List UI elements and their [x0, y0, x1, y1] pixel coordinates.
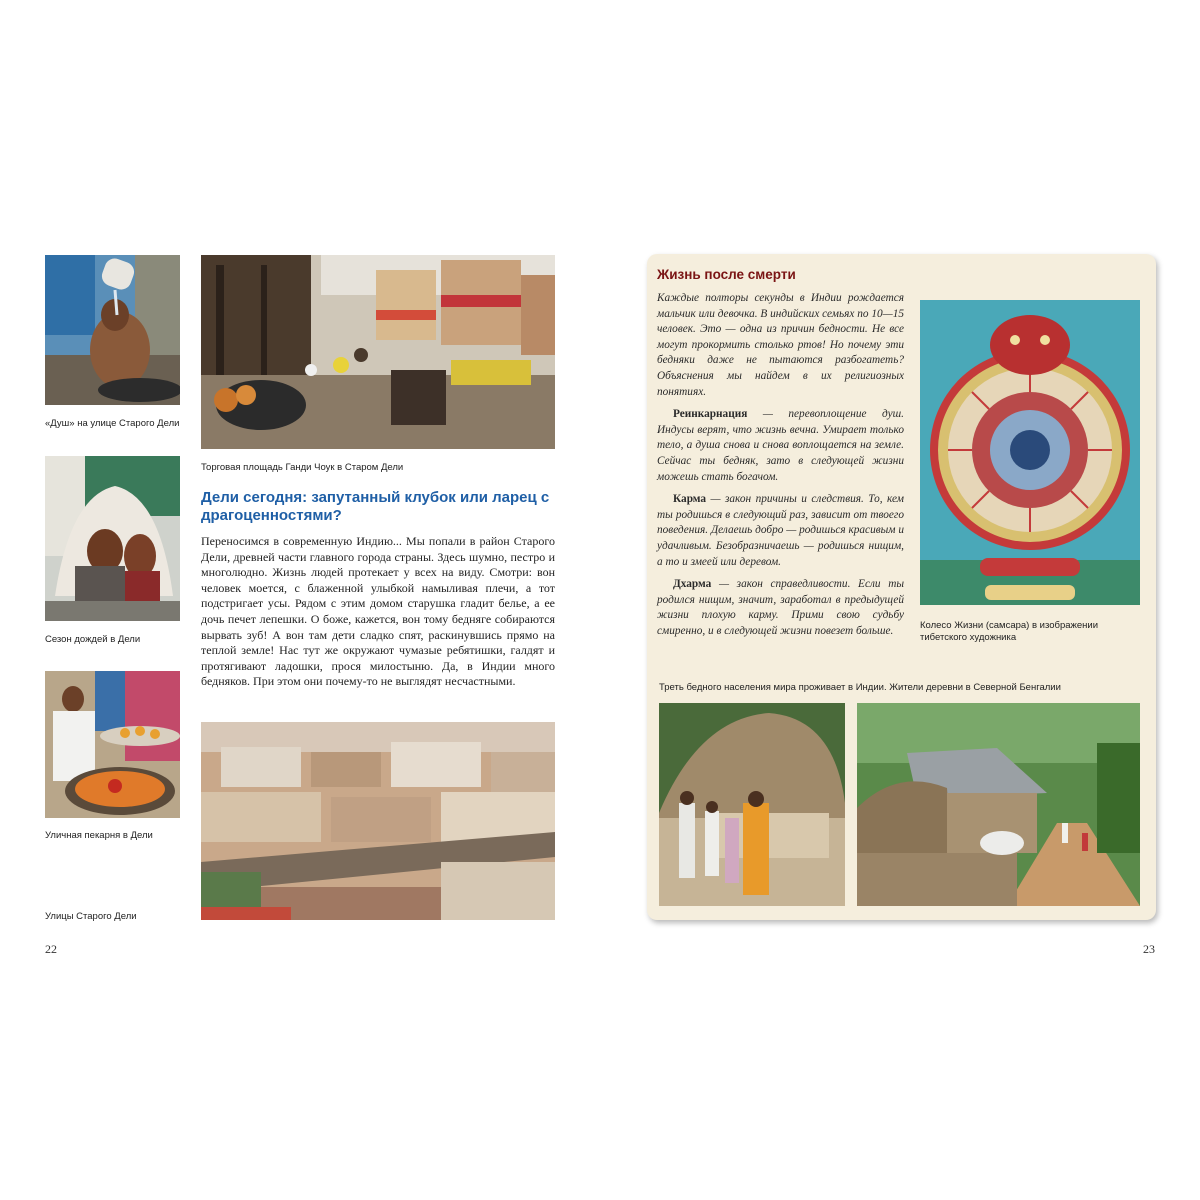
- term-karma-text: — закон причины и следствия. То, кем ты родишься в следующий раз, зависит от твоего поведения. Делаешь добро — родишься красивым и удачливым. Безобразничаешь — родишься нищим, а то и змеей или деревом.: [657, 493, 904, 568]
- photo-village-family: [659, 703, 845, 906]
- body-paragraph: [201, 534, 555, 690]
- caption-streets: Улицы Старого Дели: [45, 911, 137, 922]
- section-heading: Дели сегодня: запутанный клубок или ларец с драгоценностями?: [201, 489, 550, 524]
- box-title: Жизнь после смерти: [657, 267, 796, 282]
- box-text: [657, 291, 904, 646]
- term-dharma-title: Дхарма: [673, 578, 712, 591]
- caption-bakery: Уличная пекарня в Дели: [45, 830, 153, 841]
- term-karma-title: Карма: [673, 493, 707, 506]
- photo-old-delhi-streets: [201, 722, 555, 920]
- photo-street-shower: [45, 255, 180, 405]
- page-number-left: 22: [45, 942, 57, 956]
- photo-gandhi-chowk-market: [201, 255, 555, 449]
- caption-village: Треть бедного населения мира проживает в Индии. Жители деревни в Северной Бенгалии: [659, 682, 1061, 693]
- term-dharma: [657, 577, 904, 639]
- term-reincarnation-text: — перевоплощение душ. Индусы верят, что жизнь вечна. Умирает только тело, а душа снова и снова воплощается на земле. Сейчас ты бедняк, зато в следующей жизни можешь стать богачом.: [657, 408, 904, 483]
- caption-wheel-of-life: Колесо Жизни (самсара) в изображении тибетского художника: [920, 620, 1099, 643]
- photo-rain-season: [45, 456, 180, 621]
- photo-village-street: [857, 703, 1140, 906]
- term-reincarnation-title: Реинкарнация: [673, 408, 748, 421]
- caption-shower: «Душ» на улице Старого Дели: [45, 418, 180, 429]
- term-dharma-text: — закон справедливости. Если ты родился нищим, значит, заработал в предыдущей жизни плохую карму. Прими свою судьбу смиренно, и в следующей жизни повезет больше.: [657, 578, 904, 637]
- body-paragraph-text: Переносимся в современную Индию... Мы попали в район Старого Дели, древней части главного города страны. Здесь шумно, пестро и многолюдно. Жизнь людей протекает у всех на виду. Смотри: вон человек моется, с блаженной улыбкой намыливая плечи, а тот подстригает усы. Рядом с этим домом старушка гладит белье, а ее дочь печет лепешки. О боже, кажется, вон тому бедняге собираются вырвать зуб! А вон там дети сладко спят, раскинувшись прямо на теплой земле! Нас тут же окружают чумазые ребятишки, галдят и протягивают ладошки, прося милостыню. Да, в Индии много бедняков. При этом они почему-то не выглядят несчастными.: [201, 534, 555, 689]
- page-number-right: 23: [1143, 942, 1155, 956]
- caption-rain: Сезон дождей в Дели: [45, 634, 141, 645]
- term-reincarnation: [657, 407, 904, 485]
- term-karma: [657, 492, 904, 570]
- photo-street-bakery: [45, 671, 180, 818]
- image-wheel-of-life: [920, 300, 1140, 605]
- caption-market: Торговая площадь Ганди Чоук в Старом Дели: [201, 462, 404, 473]
- box-intro: Каждые полторы секунды в Индии рождается мальчик или девочка. В индийских семьях по 10—15 человек. Это — одна из причин бедности. Не все могут прокормить столько ртов! Но почему эти бедняки даже не пытаются разбогатеть? Объяснения мы найдем в их религиозных понятиях.: [657, 292, 904, 398]
